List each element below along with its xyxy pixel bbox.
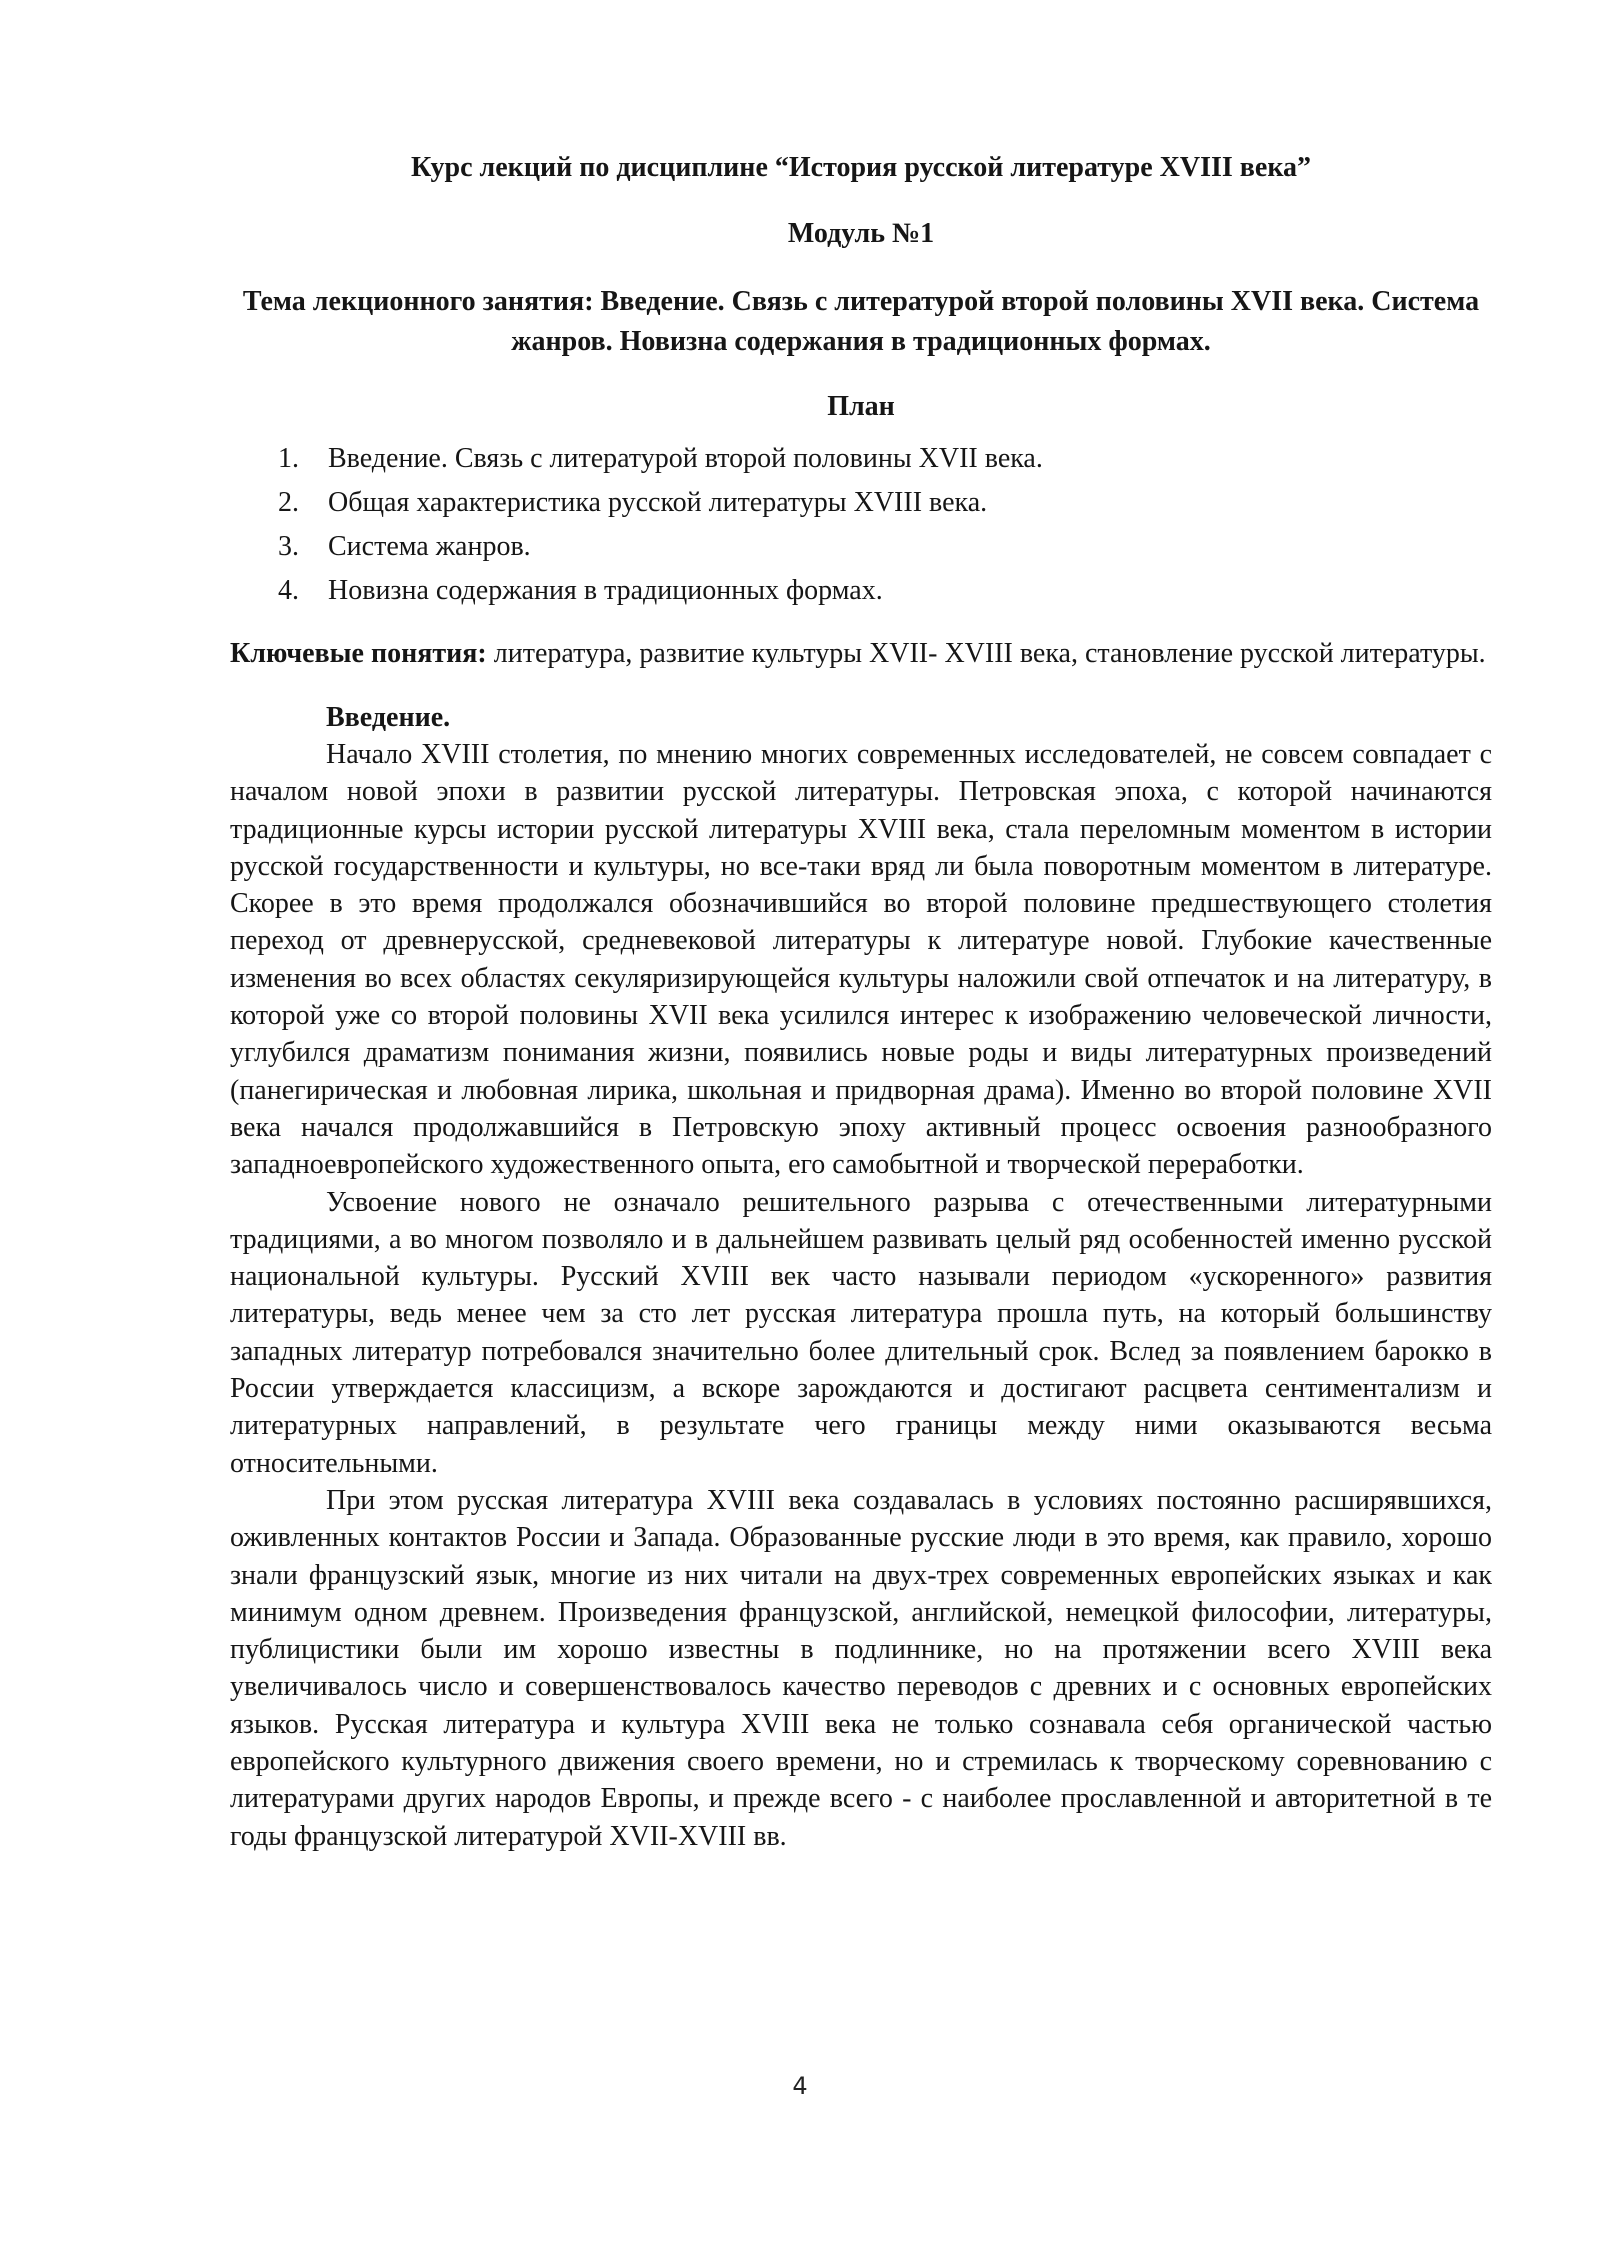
- plan-item-text: Система жанров.: [328, 531, 531, 562]
- plan-item: [230, 437, 1492, 481]
- plan-item-number: 3.: [278, 531, 299, 562]
- course-title: Курс лекций по дисциплине “История русской литературе XVIII века”: [410, 152, 1312, 183]
- plan-item-number: 2.: [278, 487, 299, 518]
- plan-list: [230, 437, 1492, 613]
- keywords-label: Ключевые понятия:: [230, 638, 487, 669]
- page-content: [230, 148, 1492, 1855]
- intro-heading: Введение.: [326, 702, 451, 733]
- body-paragraph: При этом русская литература XVIII века создавалась в условиях постоянно расширявшихся, оживленных контактов России и Запада. Образованные русские люди в это время, как правило, хорошо знали французский язык, многие из них читали на двух-трех современных европейских языках и как минимум одном древнем. Произведения французской, английской, немецкой философии, литературы, публицистики были им хорошо известны в подлиннике, но на протяжении всего XVIII века увеличивалось число и совершенствовалось качество переводов с древних и с основных европейских языков. Русская литература и культура XVIII века не только сознавала себя органической частью европейского культурного движения своего времени, но и стремилась к творческому соревнованию с литературами других народов Европы, и прежде всего - с наиболее прославленной и авторитетной в те годы французской литературой XVII-XVIII вв.: [230, 1484, 1492, 1852]
- plan-title: План: [827, 391, 895, 422]
- plan-item-text: Общая характеристика русской литературы XVIII века.: [328, 487, 988, 518]
- plan-item-text: Новизна содержания в традиционных формах.: [328, 575, 883, 606]
- plan-item: [230, 525, 1492, 569]
- keywords-text: литература, развитие культуры XVII- XVIII века, становление русской литературы.: [486, 638, 1486, 669]
- plan-item-text: Введение. Связь с литературой второй половины XVII века.: [328, 443, 1043, 474]
- plan-item-number: 1.: [278, 443, 299, 474]
- topic-title: Тема лекционного занятия: Введение. Связь с литературой второй половины XVII века. Система жанров. Новизна содержания в традиционных формах.: [242, 286, 1480, 357]
- plan-item-number: 4.: [278, 575, 299, 606]
- plan-item: [230, 481, 1492, 525]
- module-title: Модуль №1: [787, 218, 935, 249]
- page-number: 4: [792, 2072, 808, 2100]
- plan-item: [230, 569, 1492, 613]
- keywords-paragraph: [230, 633, 1492, 675]
- body-paragraph: Усвоение нового не означало решительного разрыва с отечественными литературными традициями, а во многом позволяло и в дальнейшем развивать целый ряд особенностей именно русской национальной культуры. Русский XVIII век часто называли периодом «ускоренного» развития литературы, ведь менее чем за сто лет русская литература прошла путь, на который большинству западных литератур потребовался значительно более длительный срок. Вслед за появлением барокко в России утверждается классицизм, а вскоре зарождаются и достигают расцвета сентиментализм и литературных направлений, в результате чего границы между ними оказываются весьма относительными.: [230, 1186, 1492, 1479]
- body-paragraph: Начало XVIII столетия, по мнению многих современных исследователей, не совсем совпадает с началом новой эпохи в развитии русской литературы. Петровская эпоха, с которой начинаются традиционные курсы истории русской литературы XVIII века, стала переломным моментом в истории русской государственности и культуры, но все-таки вряд ли была поворотным моментом в литературе. Скорее в это время продолжался обозначившийся во второй половине предшествующего столетия переход от древнерусской, средневековой литературы к литературе новой. Глубокие качественные изменения во всех областях секуляризирующейся культуры наложили свой отпечаток и на литературу, в которой уже со второй половины XVII века усилился интерес к изображению человеческой личности, углубился драматизм понимания жизни, появились новые роды и виды литературных произведений (панегирическая и любовная лирика, школьная и придворная драма). Именно во второй половине XVII века начался продолжавшийся в Петровскую эпоху активный процесс освоения разнообразного западноевропейского художественного опыта, его самобытной и творческой переработки.: [230, 739, 1492, 1181]
